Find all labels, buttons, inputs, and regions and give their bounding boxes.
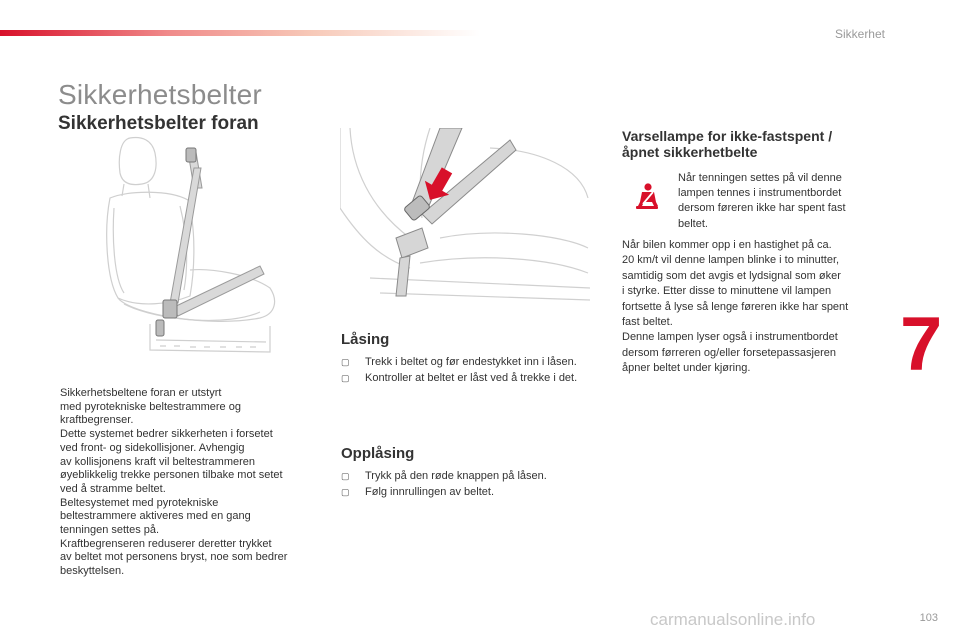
step-text: Følg innrullingen av beltet. (365, 486, 495, 498)
section-header: Sikkerhet (834, 27, 885, 41)
step-text: Trekk i beltet og før endestykket inn i låsen. (365, 356, 577, 368)
step-text: Kontroller at beltet er låst ved å trekke i det. (365, 372, 578, 384)
page-title: Sikkerhetsbelter (58, 78, 262, 110)
seat-belt-illustration (100, 128, 290, 358)
page-number: 103 (919, 612, 938, 624)
step-bullet-icon: ▢ (341, 357, 350, 367)
step-text: Trykk på den røde knappen på låsen. (365, 470, 547, 482)
step-bullet-icon: ▢ (341, 471, 350, 481)
step-bullet-icon: ▢ (341, 373, 350, 383)
buckle-illustration (340, 128, 590, 303)
chapter-number: 7 (900, 302, 943, 387)
locking-heading: Låsing (341, 331, 390, 348)
list-item (341, 354, 577, 370)
warning-heading: Varsellampe for ikke-fastspent / åpnet sikkerhetbelte (622, 128, 833, 160)
seatbelt-warning-icon (632, 182, 662, 212)
watermark: carmanualsonline.info (650, 610, 816, 629)
warning-intro-text: Når tenningen settes på vil denne lampen tennes i instrumentbordet dersom føreren ikke har spent fast beltet. (678, 172, 846, 230)
list-item (341, 468, 547, 484)
list-item (341, 370, 577, 386)
list-item (341, 484, 547, 500)
step-bullet-icon: ▢ (341, 487, 350, 497)
intro-text: Sikkerhetsbeltene foran er utstyrt med pyrotekniske beltestrammere og kraftbegrenser. Dette systemet bedrer sikkerheten i forsetet ved front- og sidekollisjoner. Avhengig av kollisjonens kraft vil beltestrammeren øyeblikkelig trekke personen tilbake mot setet ved å stramme beltet. Beltesystemet med pyrotekniske beltestrammere aktiveres med en gang tenningen settes på. Kraftbegrenseren reduserer deretter trykket av beltet mot personens bryst, noe som bedrer beskyttelsen. (60, 387, 288, 578)
unlocking-heading: Opplåsing (341, 445, 415, 462)
unlocking-steps (341, 468, 547, 500)
locking-steps (341, 354, 577, 386)
warning-body-text: Når bilen kommer opp i en hastighet på ca. 20 km/t vil denne lampen blinke i to minutter, samtidig som det avgis et lydsignal som øker i styrke. Etter disse to minuttene vil lampen fortsette å lyse så lenge føreren ikke har spent fast beltet. Denne lampen lyser også i instrumentbordet dersom førreren og/eller forsetepassasjeren åpner beltet under kjøring. (622, 239, 849, 375)
header-accent-bar (0, 30, 480, 36)
page-subtitle: Sikkerhetsbelter foran (58, 112, 259, 134)
